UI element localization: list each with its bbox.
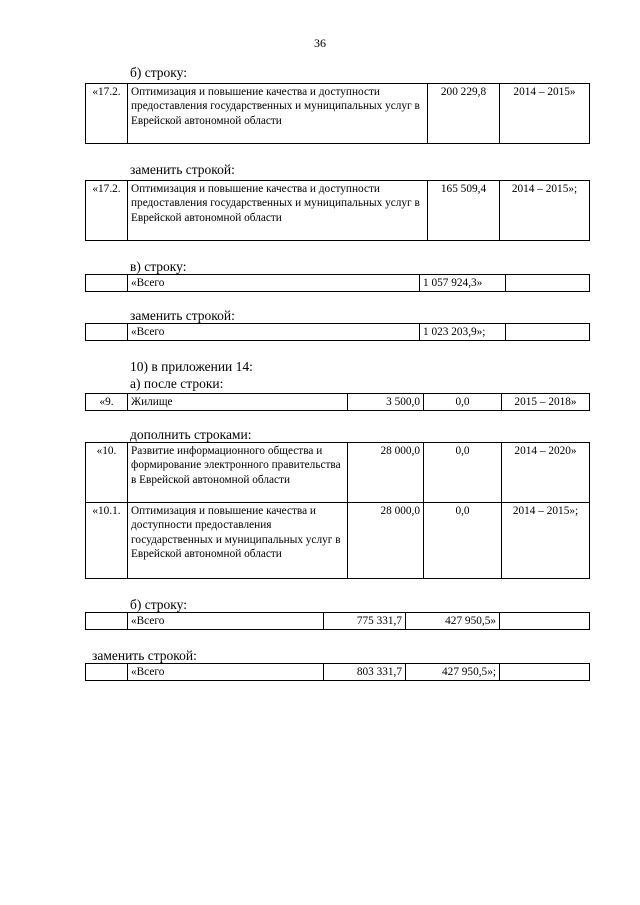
total-value-2: 427 950,5» <box>406 613 500 630</box>
table-old-total-14 <box>85 612 590 630</box>
table-row <box>86 503 590 579</box>
total-amount: 1 023 203,9»; <box>420 324 506 341</box>
section-label-v-row: в) строку: <box>130 259 187 274</box>
section-label-after-row: а) после строки: <box>130 376 224 391</box>
row-years: 2014 – 2015»; <box>502 503 590 579</box>
row-title: Оптимизация и повышение качества и доступности предоставления государственных и муниципальных услуг в Еврейской автономной области <box>128 503 348 579</box>
empty-cell <box>500 664 590 681</box>
row-number: «17.2. <box>86 181 128 241</box>
total-label: «Всего <box>128 324 420 341</box>
row-value-2: 0,0 <box>424 394 502 411</box>
row-number: «10. <box>86 443 128 503</box>
table-added-rows <box>85 442 590 579</box>
empty-cell <box>506 275 590 292</box>
total-value-1: 803 331,7 <box>324 664 406 681</box>
row-amount: 165 509,4 <box>428 181 500 241</box>
table-row <box>86 181 590 241</box>
row-years: 2014 – 2015»; <box>500 181 590 241</box>
empty-cell <box>506 324 590 341</box>
row-title: Оптимизация и повышение качества и доступности предоставления государственных и муниципальных услуг в Еврейской автономной области <box>128 181 428 241</box>
row-title: Развитие информационного общества и формирование электронного правительства в Еврейской автономной области <box>128 443 348 503</box>
page-number: 36 <box>314 36 326 50</box>
table-new-total-14 <box>85 663 590 681</box>
row-number: «10.1. <box>86 503 128 579</box>
table-row <box>86 324 590 341</box>
row-value-2: 0,0 <box>424 443 502 503</box>
section-label-b-row: б) строку: <box>130 65 187 80</box>
total-value-1: 775 331,7 <box>324 613 406 630</box>
total-amount: 1 057 924,3» <box>420 275 506 292</box>
row-years: 2014 – 2015» <box>500 84 590 144</box>
total-label: «Всего <box>128 613 324 630</box>
empty-cell <box>86 664 128 681</box>
row-years: 2014 – 2020» <box>502 443 590 503</box>
table-row <box>86 84 590 144</box>
section-label-b-row: б) строку: <box>130 597 187 612</box>
row-value-1: 28 000,0 <box>348 443 424 503</box>
total-label: «Всего <box>128 664 324 681</box>
table-new-total <box>85 323 590 341</box>
total-value-2: 427 950,5»; <box>406 664 500 681</box>
table-row <box>86 275 590 292</box>
row-years: 2015 – 2018» <box>502 394 590 411</box>
empty-cell <box>86 613 128 630</box>
row-number: «9. <box>86 394 128 411</box>
section-label-replace: заменить строкой: <box>92 648 197 663</box>
table-old-row-17-2 <box>85 83 590 144</box>
row-title: Жилище <box>128 394 348 411</box>
empty-cell <box>86 324 128 341</box>
table-row <box>86 443 590 503</box>
table-row <box>86 394 590 411</box>
row-amount: 200 229,8 <box>428 84 500 144</box>
row-value-1: 28 000,0 <box>348 503 424 579</box>
row-value-2: 0,0 <box>424 503 502 579</box>
row-value-1: 3 500,0 <box>348 394 424 411</box>
empty-cell <box>500 613 590 630</box>
empty-cell <box>86 275 128 292</box>
section-label-replace: заменить строкой: <box>130 308 235 323</box>
table-row <box>86 613 590 630</box>
appendix-heading: 10) в приложении 14: <box>130 359 253 374</box>
section-label-replace: заменить строкой: <box>130 162 235 177</box>
table-row <box>86 664 590 681</box>
table-row-9 <box>85 393 590 411</box>
table-old-total <box>85 274 590 292</box>
row-title: Оптимизация и повышение качества и доступности предоставления государственных и муниципальных услуг в Еврейской автономной области <box>128 84 428 144</box>
section-label-add-rows: дополнить строками: <box>130 427 252 442</box>
total-label: «Всего <box>128 275 420 292</box>
row-number: «17.2. <box>86 84 128 144</box>
table-new-row-17-2 <box>85 180 590 241</box>
